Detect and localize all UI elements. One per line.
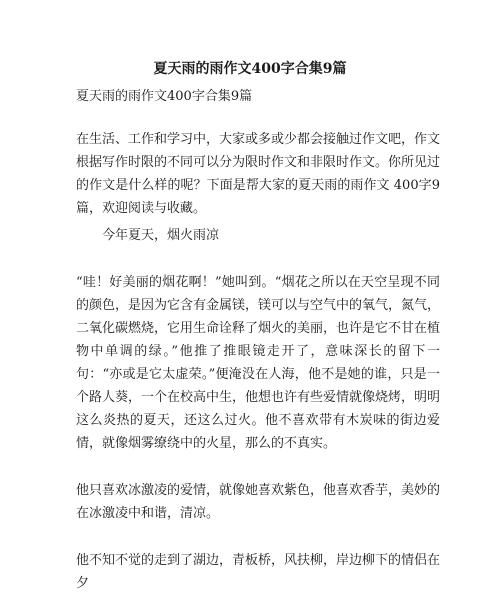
essay-paragraph: 他只喜欢冰激凌的爱情，就像她喜欢紫色，他喜欢香芋，美妙的在冰激凌中和谐，清凉。 (76, 483, 441, 521)
intro-paragraph: 在生活、工作和学习中，大家或多或少都会接触过作文吧，作文根据写作时限的不同可以分为限时作文和非限时作文。你所见过的作文是什么样的呢？下面是帮大家的夏天雨的雨作文 400字9篇，欢迎阅读与收藏。 (76, 132, 441, 216)
essay-heading: 今年夏天，烟火雨凉 (102, 228, 220, 243)
document-body (76, 128, 440, 595)
document-title: 夏天雨的雨作文400字合集9篇 (153, 61, 347, 77)
essay-paragraph: 他不知不觉的走到了湖边，青板桥，风扶柳，岸边柳下的情侣在夕 (76, 553, 441, 591)
document-subtitle: 夏天雨的雨作文400字合集9篇 (76, 89, 253, 104)
essay-paragraph: “哇！好美丽的烟花啊！”她叫到。“烟花之所以在天空呈现不同的颜色，是因为它含有金属镁，镁可以与空气中的氧气，氮气，二氧化碳燃烧，它用生命诠释了烟火的美丽，也许是它不甘在植物中单调的绿。”他推了推眼镜走开了，意味深长的留下一句：“亦或是它太虚荣。”便淹没在人海，他不是她的谁，只是一个路人葵，一个在校高中生，他想也许有些爱情就像烧烤，明明这么炎热的夏天，还这么过火。他不喜欢带有木炭味的街边爱情，就像烟雾缭绕中的火星，那么的不真实。 (76, 275, 441, 451)
